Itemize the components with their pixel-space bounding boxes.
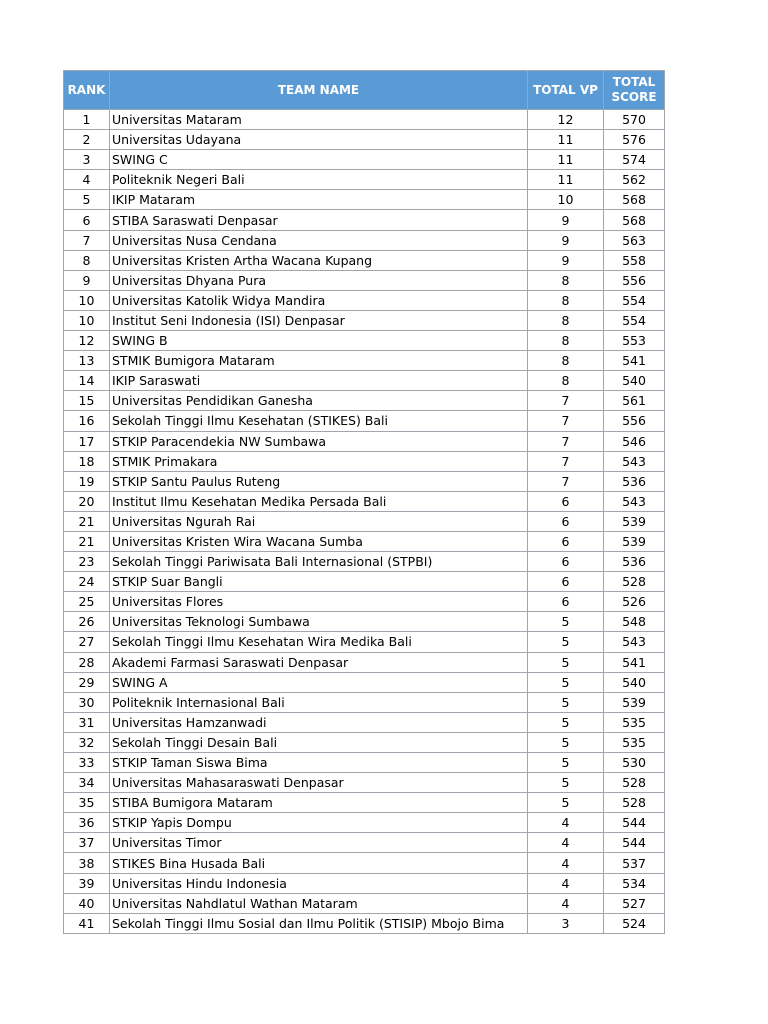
total-vp-cell: 8 bbox=[528, 310, 604, 330]
team-name-cell: STKIP Santu Paulus Ruteng bbox=[110, 471, 528, 491]
total-vp-cell: 6 bbox=[528, 511, 604, 531]
team-name-cell: STKIP Paracendekia NW Sumbawa bbox=[110, 431, 528, 451]
team-name-cell: Universitas Teknologi Sumbawa bbox=[110, 612, 528, 632]
total-vp-cell: 5 bbox=[528, 632, 604, 652]
header-team-name: TEAM NAME bbox=[110, 71, 528, 110]
total-vp-cell: 4 bbox=[528, 893, 604, 913]
total-vp-cell: 7 bbox=[528, 471, 604, 491]
total-score-cell: 528 bbox=[604, 793, 665, 813]
team-name-cell: SWING C bbox=[110, 150, 528, 170]
total-vp-cell: 5 bbox=[528, 793, 604, 813]
team-name-cell: STIBA Bumigora Mataram bbox=[110, 793, 528, 813]
total-score-cell: 563 bbox=[604, 230, 665, 250]
team-name-cell: Universitas Pendidikan Ganesha bbox=[110, 391, 528, 411]
table-row bbox=[64, 351, 665, 371]
total-score-cell: 562 bbox=[604, 170, 665, 190]
team-name-cell: Universitas Nahdlatul Wathan Mataram bbox=[110, 893, 528, 913]
total-score-cell: 540 bbox=[604, 371, 665, 391]
total-score-cell: 576 bbox=[604, 130, 665, 150]
total-vp-cell: 6 bbox=[528, 531, 604, 551]
team-name-cell: Sekolah Tinggi Ilmu Kesehatan (STIKES) Bali bbox=[110, 411, 528, 431]
rank-cell: 17 bbox=[64, 431, 110, 451]
table-header bbox=[64, 71, 665, 110]
table-row bbox=[64, 250, 665, 270]
total-score-cell: 544 bbox=[604, 833, 665, 853]
header-rank: RANK bbox=[64, 71, 110, 110]
rank-cell: 15 bbox=[64, 391, 110, 411]
total-score-cell: 568 bbox=[604, 210, 665, 230]
rank-cell: 31 bbox=[64, 712, 110, 732]
total-vp-cell: 9 bbox=[528, 210, 604, 230]
table-row bbox=[64, 853, 665, 873]
total-vp-cell: 7 bbox=[528, 451, 604, 471]
team-name-cell: Universitas Hamzanwadi bbox=[110, 712, 528, 732]
header-total-score bbox=[604, 71, 665, 110]
total-score-cell: 574 bbox=[604, 150, 665, 170]
table-row bbox=[64, 652, 665, 672]
team-name-cell: IKIP Saraswati bbox=[110, 371, 528, 391]
rank-cell: 26 bbox=[64, 612, 110, 632]
rank-cell: 10 bbox=[64, 310, 110, 330]
total-score-cell: 539 bbox=[604, 531, 665, 551]
team-name-cell: Universitas Mataram bbox=[110, 110, 528, 130]
header-row bbox=[64, 71, 665, 110]
table-row bbox=[64, 110, 665, 130]
table-row bbox=[64, 753, 665, 773]
table-row bbox=[64, 732, 665, 752]
total-vp-cell: 4 bbox=[528, 853, 604, 873]
table-row bbox=[64, 371, 665, 391]
header-total-vp: TOTAL VP bbox=[528, 71, 604, 110]
rank-cell: 38 bbox=[64, 853, 110, 873]
total-score-cell: 536 bbox=[604, 552, 665, 572]
total-score-cell: 528 bbox=[604, 773, 665, 793]
total-score-cell: 543 bbox=[604, 632, 665, 652]
rank-cell: 5 bbox=[64, 190, 110, 210]
total-score-cell: 554 bbox=[604, 290, 665, 310]
total-vp-cell: 8 bbox=[528, 290, 604, 310]
table-row bbox=[64, 130, 665, 150]
team-name-cell: STKIP Taman Siswa Bima bbox=[110, 753, 528, 773]
table-row bbox=[64, 310, 665, 330]
table-row bbox=[64, 893, 665, 913]
total-vp-cell: 4 bbox=[528, 813, 604, 833]
total-vp-cell: 9 bbox=[528, 250, 604, 270]
team-name-cell: Sekolah Tinggi Ilmu Kesehatan Wira Medika Bali bbox=[110, 632, 528, 652]
table-row bbox=[64, 471, 665, 491]
total-vp-cell: 11 bbox=[528, 150, 604, 170]
rank-cell: 16 bbox=[64, 411, 110, 431]
team-name-cell: Sekolah Tinggi Desain Bali bbox=[110, 732, 528, 752]
table-row bbox=[64, 692, 665, 712]
rank-cell: 35 bbox=[64, 793, 110, 813]
rank-cell: 25 bbox=[64, 592, 110, 612]
total-score-cell: 534 bbox=[604, 873, 665, 893]
table-row bbox=[64, 793, 665, 813]
total-vp-cell: 4 bbox=[528, 833, 604, 853]
table-row bbox=[64, 813, 665, 833]
team-name-cell: Universitas Hindu Indonesia bbox=[110, 873, 528, 893]
total-vp-cell: 5 bbox=[528, 732, 604, 752]
team-name-cell: IKIP Mataram bbox=[110, 190, 528, 210]
rank-cell: 14 bbox=[64, 371, 110, 391]
rank-cell: 24 bbox=[64, 572, 110, 592]
rank-cell: 33 bbox=[64, 753, 110, 773]
rank-cell: 6 bbox=[64, 210, 110, 230]
rank-cell: 13 bbox=[64, 351, 110, 371]
table-row bbox=[64, 873, 665, 893]
total-score-cell: 543 bbox=[604, 451, 665, 471]
table-row bbox=[64, 150, 665, 170]
table-row bbox=[64, 431, 665, 451]
total-score-cell: 541 bbox=[604, 351, 665, 371]
total-score-cell: 556 bbox=[604, 411, 665, 431]
table-row bbox=[64, 290, 665, 310]
team-name-cell: Universitas Flores bbox=[110, 592, 528, 612]
table-row bbox=[64, 190, 665, 210]
table-row bbox=[64, 491, 665, 511]
team-name-cell: Universitas Udayana bbox=[110, 130, 528, 150]
total-vp-cell: 7 bbox=[528, 391, 604, 411]
total-score-cell: 530 bbox=[604, 753, 665, 773]
team-name-cell: Sekolah Tinggi Pariwisata Bali Internasional (STPBI) bbox=[110, 552, 528, 572]
rank-cell: 19 bbox=[64, 471, 110, 491]
team-name-cell: Politeknik Internasional Bali bbox=[110, 692, 528, 712]
total-vp-cell: 8 bbox=[528, 351, 604, 371]
total-vp-cell: 8 bbox=[528, 371, 604, 391]
total-vp-cell: 11 bbox=[528, 170, 604, 190]
team-name-cell: STIKES Bina Husada Bali bbox=[110, 853, 528, 873]
header-total-score-line2: SCORE bbox=[611, 90, 657, 104]
total-vp-cell: 5 bbox=[528, 753, 604, 773]
total-score-cell: 524 bbox=[604, 913, 665, 933]
team-name-cell: STMIK Primakara bbox=[110, 451, 528, 471]
table-row bbox=[64, 210, 665, 230]
table-row bbox=[64, 572, 665, 592]
team-name-cell: STIBA Saraswati Denpasar bbox=[110, 210, 528, 230]
total-score-cell: 535 bbox=[604, 712, 665, 732]
rank-cell: 2 bbox=[64, 130, 110, 150]
total-vp-cell: 3 bbox=[528, 913, 604, 933]
total-score-cell: 536 bbox=[604, 471, 665, 491]
table-row bbox=[64, 270, 665, 290]
rank-cell: 18 bbox=[64, 451, 110, 471]
rank-cell: 20 bbox=[64, 491, 110, 511]
total-score-cell: 548 bbox=[604, 612, 665, 632]
total-score-cell: 544 bbox=[604, 813, 665, 833]
total-score-cell: 568 bbox=[604, 190, 665, 210]
rank-cell: 12 bbox=[64, 331, 110, 351]
total-vp-cell: 10 bbox=[528, 190, 604, 210]
total-score-cell: 528 bbox=[604, 572, 665, 592]
team-name-cell: STKIP Yapis Dompu bbox=[110, 813, 528, 833]
table-row bbox=[64, 511, 665, 531]
total-vp-cell: 5 bbox=[528, 672, 604, 692]
total-score-cell: 537 bbox=[604, 853, 665, 873]
total-score-cell: 556 bbox=[604, 270, 665, 290]
rank-cell: 32 bbox=[64, 732, 110, 752]
total-score-cell: 570 bbox=[604, 110, 665, 130]
total-vp-cell: 12 bbox=[528, 110, 604, 130]
team-name-cell: Institut Ilmu Kesehatan Medika Persada Bali bbox=[110, 491, 528, 511]
team-name-cell: Akademi Farmasi Saraswati Denpasar bbox=[110, 652, 528, 672]
table-row bbox=[64, 773, 665, 793]
total-vp-cell: 11 bbox=[528, 130, 604, 150]
table-row bbox=[64, 632, 665, 652]
standings-table bbox=[63, 70, 665, 934]
team-name-cell: Politeknik Negeri Bali bbox=[110, 170, 528, 190]
rank-cell: 36 bbox=[64, 813, 110, 833]
total-score-cell: 539 bbox=[604, 692, 665, 712]
team-name-cell: Universitas Kristen Wira Wacana Sumba bbox=[110, 531, 528, 551]
total-score-cell: 540 bbox=[604, 672, 665, 692]
total-vp-cell: 5 bbox=[528, 712, 604, 732]
rank-cell: 28 bbox=[64, 652, 110, 672]
team-name-cell: SWING A bbox=[110, 672, 528, 692]
team-name-cell: Universitas Timor bbox=[110, 833, 528, 853]
team-name-cell: Universitas Kristen Artha Wacana Kupang bbox=[110, 250, 528, 270]
team-name-cell: Institut Seni Indonesia (ISI) Denpasar bbox=[110, 310, 528, 330]
total-vp-cell: 5 bbox=[528, 773, 604, 793]
table-row bbox=[64, 230, 665, 250]
team-name-cell: Universitas Katolik Widya Mandira bbox=[110, 290, 528, 310]
total-score-cell: 526 bbox=[604, 592, 665, 612]
rank-cell: 37 bbox=[64, 833, 110, 853]
total-vp-cell: 5 bbox=[528, 612, 604, 632]
total-vp-cell: 8 bbox=[528, 331, 604, 351]
table-row bbox=[64, 712, 665, 732]
team-name-cell: STMIK Bumigora Mataram bbox=[110, 351, 528, 371]
table-row bbox=[64, 411, 665, 431]
table-row bbox=[64, 612, 665, 632]
team-name-cell: Universitas Ngurah Rai bbox=[110, 511, 528, 531]
table-row bbox=[64, 672, 665, 692]
total-vp-cell: 6 bbox=[528, 592, 604, 612]
total-vp-cell: 5 bbox=[528, 692, 604, 712]
total-score-cell: 527 bbox=[604, 893, 665, 913]
total-vp-cell: 6 bbox=[528, 491, 604, 511]
table-row bbox=[64, 913, 665, 933]
table-row bbox=[64, 331, 665, 351]
total-vp-cell: 6 bbox=[528, 572, 604, 592]
rank-cell: 34 bbox=[64, 773, 110, 793]
rank-cell: 4 bbox=[64, 170, 110, 190]
rank-cell: 21 bbox=[64, 511, 110, 531]
table-body bbox=[64, 110, 665, 934]
rank-cell: 1 bbox=[64, 110, 110, 130]
total-vp-cell: 5 bbox=[528, 652, 604, 672]
table-row bbox=[64, 592, 665, 612]
team-name-cell: SWING B bbox=[110, 331, 528, 351]
team-name-cell: Universitas Nusa Cendana bbox=[110, 230, 528, 250]
total-vp-cell: 6 bbox=[528, 552, 604, 572]
total-score-cell: 553 bbox=[604, 331, 665, 351]
team-name-cell: Universitas Mahasaraswati Denpasar bbox=[110, 773, 528, 793]
total-vp-cell: 9 bbox=[528, 230, 604, 250]
total-vp-cell: 4 bbox=[528, 873, 604, 893]
header-total-score-line1: TOTAL bbox=[612, 75, 656, 89]
team-name-cell: Universitas Dhyana Pura bbox=[110, 270, 528, 290]
total-score-cell: 558 bbox=[604, 250, 665, 270]
rank-cell: 3 bbox=[64, 150, 110, 170]
rank-cell: 9 bbox=[64, 270, 110, 290]
table-row bbox=[64, 833, 665, 853]
rank-cell: 29 bbox=[64, 672, 110, 692]
table-row bbox=[64, 451, 665, 471]
rank-cell: 21 bbox=[64, 531, 110, 551]
rank-cell: 7 bbox=[64, 230, 110, 250]
team-name-cell: STKIP Suar Bangli bbox=[110, 572, 528, 592]
total-score-cell: 543 bbox=[604, 491, 665, 511]
total-vp-cell: 7 bbox=[528, 411, 604, 431]
rank-cell: 30 bbox=[64, 692, 110, 712]
team-name-cell: Sekolah Tinggi Ilmu Sosial dan Ilmu Politik (STISIP) Mbojo Bima bbox=[110, 913, 528, 933]
rank-cell: 8 bbox=[64, 250, 110, 270]
total-score-cell: 546 bbox=[604, 431, 665, 451]
rank-cell: 40 bbox=[64, 893, 110, 913]
rank-cell: 10 bbox=[64, 290, 110, 310]
table-row bbox=[64, 170, 665, 190]
rank-cell: 27 bbox=[64, 632, 110, 652]
rank-cell: 39 bbox=[64, 873, 110, 893]
rank-cell: 41 bbox=[64, 913, 110, 933]
table-row bbox=[64, 531, 665, 551]
total-score-cell: 535 bbox=[604, 732, 665, 752]
rank-cell: 23 bbox=[64, 552, 110, 572]
table-row bbox=[64, 552, 665, 572]
total-vp-cell: 8 bbox=[528, 270, 604, 290]
total-score-cell: 541 bbox=[604, 652, 665, 672]
total-score-cell: 554 bbox=[604, 310, 665, 330]
table-row bbox=[64, 391, 665, 411]
total-score-cell: 561 bbox=[604, 391, 665, 411]
total-vp-cell: 7 bbox=[528, 431, 604, 451]
total-score-cell: 539 bbox=[604, 511, 665, 531]
